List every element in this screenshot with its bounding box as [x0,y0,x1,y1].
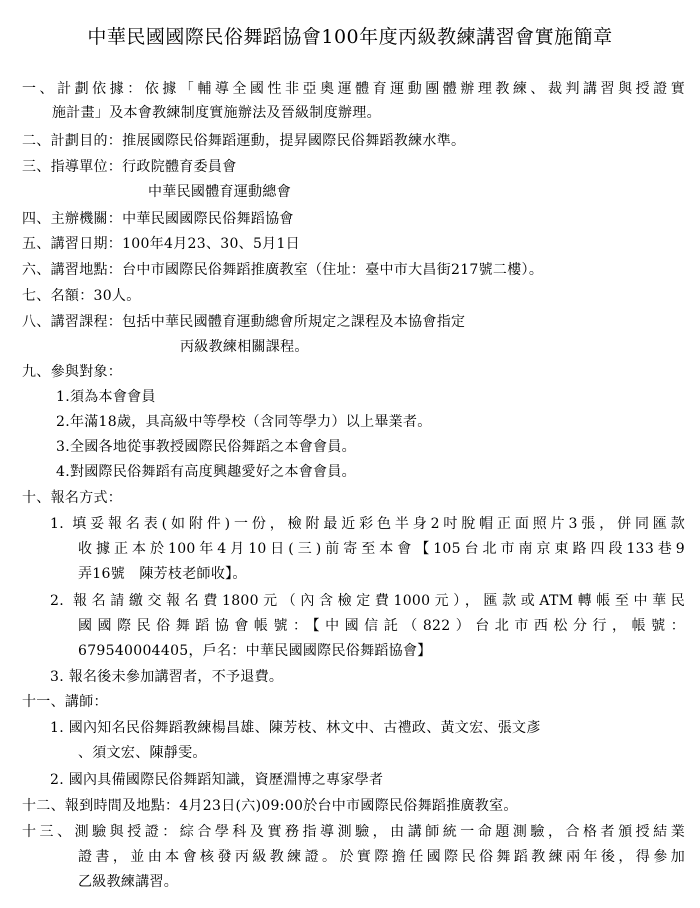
section-11-item-1-line-1: 1. 國內知名民俗舞蹈教練楊昌雄、陳芳枝、林文中、古禮政、黃文宏、張文彥 [50,720,541,736]
section-8-line-2: 丙級教練相關課程。 [180,339,309,355]
section-13-line-3: 乙級教練講習。 [78,874,179,890]
section-7: 七、名額：30人。 [22,288,141,304]
section-9-item-2: 2.年滿18歲，具高級中等學校（含同等學力）以上畢業者。 [56,414,432,430]
section-9-item-1: 1.須為本會會員 [56,389,156,405]
section-10-heading: 十、報名方式： [22,490,123,506]
section-3-line-1: 三、指導單位：行政院體育委員會 [22,159,237,175]
section-2: 二、計劃目的：推展國際民俗舞蹈運動，提昇國際民俗舞蹈教練水準。 [22,133,466,149]
section-8-line-1: 八、講習課程：包括中華民國體育運動總會所規定之課程及本協會指定 [22,314,466,330]
section-13-line-1: 十三、測驗與授證：綜合學科及實務指導測驗，由講師統一命題測驗，合格者頒授結業 [22,824,685,840]
section-6: 六、講習地點：台中市國際民俗舞蹈推廣教室（住址：臺中市大昌街217號二樓）。 [22,262,544,278]
section-10-item-1-line-1: 1. 填妥報名表(如附件)一份，檢附最近彩色半身2吋脫帽正面照片3張，併同匯款 [50,516,685,532]
section-10-item-1-line-2: 收據正本於100年4月10日(三)前寄至本會【105台北市南京東路四段133巷9 [78,541,685,557]
section-10-item-1-line-3: 弄16號 陳芳枝老師收】。 [78,566,247,582]
section-9-item-3: 3.全國各地從事教授國際民俗舞蹈之本會會員。 [56,439,356,455]
section-11-item-2: 2. 國內具備國際民俗舞蹈知識，資歷淵博之專家學者 [50,772,384,788]
section-1-line-2: 施計畫」及本會教練制度實施辦法及晉級制度辦理。 [52,105,381,121]
section-4: 四、主辦機關：中華民國國際民俗舞蹈協會 [22,211,294,227]
section-11-item-1-line-2: 、須文宏、陳靜雯。 [78,745,207,761]
document-title: 中華民國國際民俗舞蹈協會100年度丙級教練講習會實施簡章 [87,26,613,48]
section-10-item-2-line-1: 2. 報名請繳交報名費1800元（內含檢定費1000元），匯款或ATM轉帳至中華民 [50,593,685,609]
section-1-line-1: 一、計劃依據：依據「輔導全國性非亞奧運體育運動團體辦理教練、裁判講習與授證實 [22,81,685,97]
section-10-item-3: 3. 報名後未參加講習者，不予退費。 [50,669,284,685]
section-12: 十二、報到時間及地點：4月23日(六)09:00於台中市國際民俗舞蹈推廣教室。 [22,798,518,814]
section-5: 五、講習日期：100年4月23、30、5月1日 [22,236,300,252]
section-9-item-4: 4.對國際民俗舞蹈有高度興趣愛好之本會會員。 [56,464,356,480]
section-3-line-2: 中華民國體育運動總會 [148,184,291,200]
section-10-item-2-line-3: 679540004405，戶名：中華民國國際民俗舞蹈協會】 [78,643,432,659]
section-10-item-2-line-2: 國國際民俗舞蹈協會帳號：【中國信託（822）台北市西松分行，帳號： [78,618,685,634]
section-11-heading: 十一、講師： [22,694,108,710]
section-13-line-2: 證書，並由本會核發丙級教練證。於實際擔任國際民俗舞蹈教練兩年後，得參加 [78,849,685,865]
section-9-heading: 九、參與對象： [22,364,123,380]
